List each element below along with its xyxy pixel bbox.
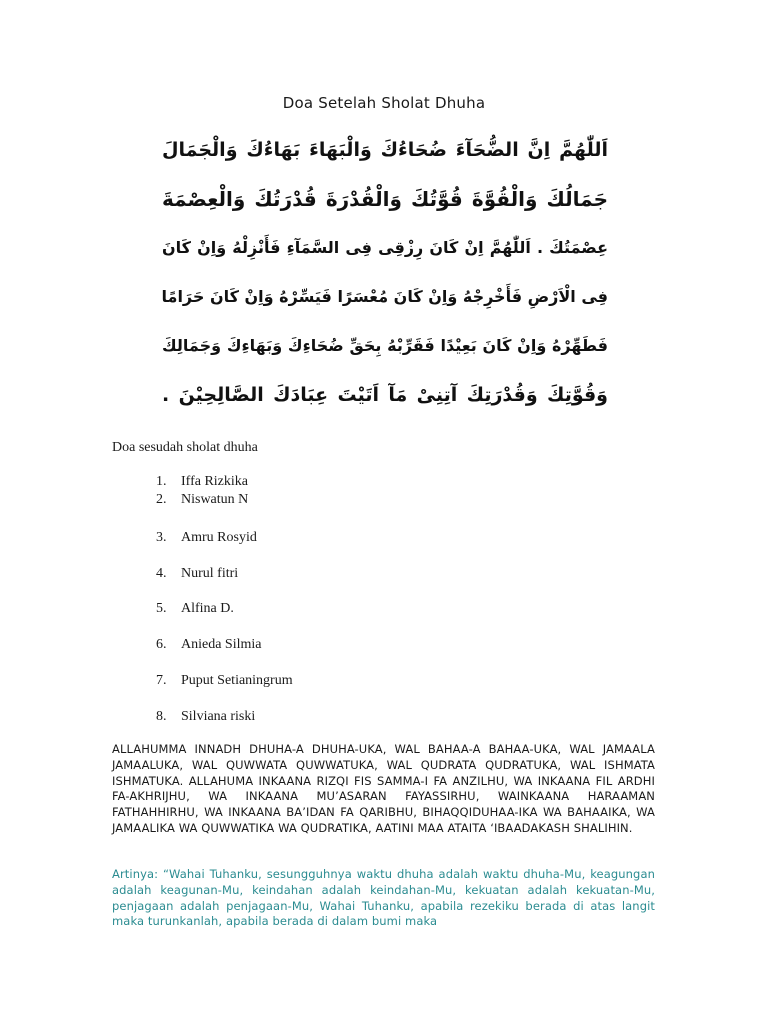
list-item-number: 3. bbox=[156, 530, 167, 545]
list-item-number: 7. bbox=[156, 673, 167, 688]
list-item-number: 6. bbox=[156, 637, 167, 652]
list-item-name: Anieda Silmia bbox=[181, 637, 262, 652]
list-item-number: 4. bbox=[156, 566, 167, 581]
arabic-prayer-figure bbox=[162, 126, 608, 418]
list-item-name: Nurul fitri bbox=[181, 566, 239, 581]
list-item-number: 2. bbox=[156, 492, 167, 507]
document-title: Doa Setelah Sholat Dhuha bbox=[282, 94, 486, 112]
list-item-number: 8. bbox=[156, 709, 167, 724]
translation-paragraph: Artinya: “Wahai Tuhanku, sesungguhnya waktu dhuha adalah waktu dhuha-Mu, keagungan adalah keagunan-Mu, keindahan adalah keindahan-Mu, kekuatan adalah kekuatan-Mu, penjagaan adalah penjagaan-Mu, Wahai Tuhanku, apabila rezekiku berada di atas langit maka turunkanlah, apabila berada di dalam bumi maka bbox=[112, 867, 655, 929]
list-item-name: Niswatun N bbox=[181, 492, 249, 507]
document-subtitle: Doa sesudah sholat dhuha bbox=[112, 440, 258, 455]
list-item bbox=[156, 673, 293, 689]
arabic-line-3: عِصْمَتُكَ . اَللّٰهُمَّ اِنْ كَانَ رِزْقِى فِى السَّمَآءِ فَأَنْزِلْهُ وَاِنْ كَانَ bbox=[162, 238, 608, 257]
arabic-line-5: فَطَهِّرْهُ وَاِنْ كَانَ بَعِيْدًا فَقَرِّبْهُ بِحَقِّ ضُحَاءِكَ وَبَهَاءِكَ وَجَمَالِكَ bbox=[162, 336, 608, 355]
list-item bbox=[156, 566, 238, 582]
list-item bbox=[156, 530, 257, 546]
list-item-number: 1. bbox=[156, 474, 167, 489]
list-item bbox=[156, 637, 262, 653]
list-item-name: Puput Setianingrum bbox=[181, 673, 293, 688]
list-item-number: 5. bbox=[156, 601, 167, 616]
list-item bbox=[156, 601, 234, 617]
arabic-line-1: اَللّٰهُمَّ اِنَّ الضُّحَآءَ ضُحَاءُكَ وَالْبَهَاءَ بَهَاءُكَ وَالْجَمَالَ bbox=[162, 139, 608, 161]
arabic-line-4: فِى الْاَرْضِ فَأَخْرِجْهُ وَاِنْ كَانَ مُعْسَرًا فَيَسِّرْهُ وَاِنْ كَانَ حَرَامًا bbox=[162, 287, 608, 306]
list-item-name: Alfina D. bbox=[181, 601, 234, 616]
list-item-name: Amru Rosyid bbox=[181, 530, 257, 545]
list-item bbox=[156, 492, 248, 508]
list-item-name: Iffa Rizkika bbox=[181, 474, 248, 489]
list-item-name: Silviana riski bbox=[181, 709, 256, 724]
arabic-line-6: وَقُوَّتِكَ وَقُدْرَتِكَ آتِنِىْ مَآ اَتَيْتَ عِبَادَكَ الصَّالِحِيْنَ . bbox=[162, 384, 608, 406]
list-item bbox=[156, 709, 255, 725]
arabic-line-2: جَمَالُكَ وَالْقُوَّةَ قُوَّتُكَ وَالْقُدْرَةَ قُدْرَتُكَ وَالْعِصْمَةَ bbox=[162, 187, 608, 211]
list-item bbox=[156, 474, 248, 490]
latin-transliteration: ALLAHUMMA INNADH DHUHA-A DHUHA-UKA, WAL BAHAA-A BAHAA-UKA, WAL JAMAALA JAMAALUKA, WAL QUWWATA QUWWATUKA, WAL QUDRATA QUDRATUKA, WAL ISHMATA ISHMATUKA. ALLAHUMA INKAANA RIZQI FIS SAMMA-I FA ANZILHU, WA INKAANA FIL ARDHI FA-AKHRIJHU, WA INKAANA MU’ASARAN FAYASSIRHU, WAINKAANA HARAAMAN FATHAHHIRHU, WA INKAANA BA’IDAN FA QARIBHU, BIHAQQIDUHAA-IKA WA BAHAAIKA, WA JAMAALIKA WA QUWWATIKA WA QUDRATIKA, AATINI MAA ATAITA ‘IBAADAKASH SHALIHIN. bbox=[112, 742, 655, 835]
